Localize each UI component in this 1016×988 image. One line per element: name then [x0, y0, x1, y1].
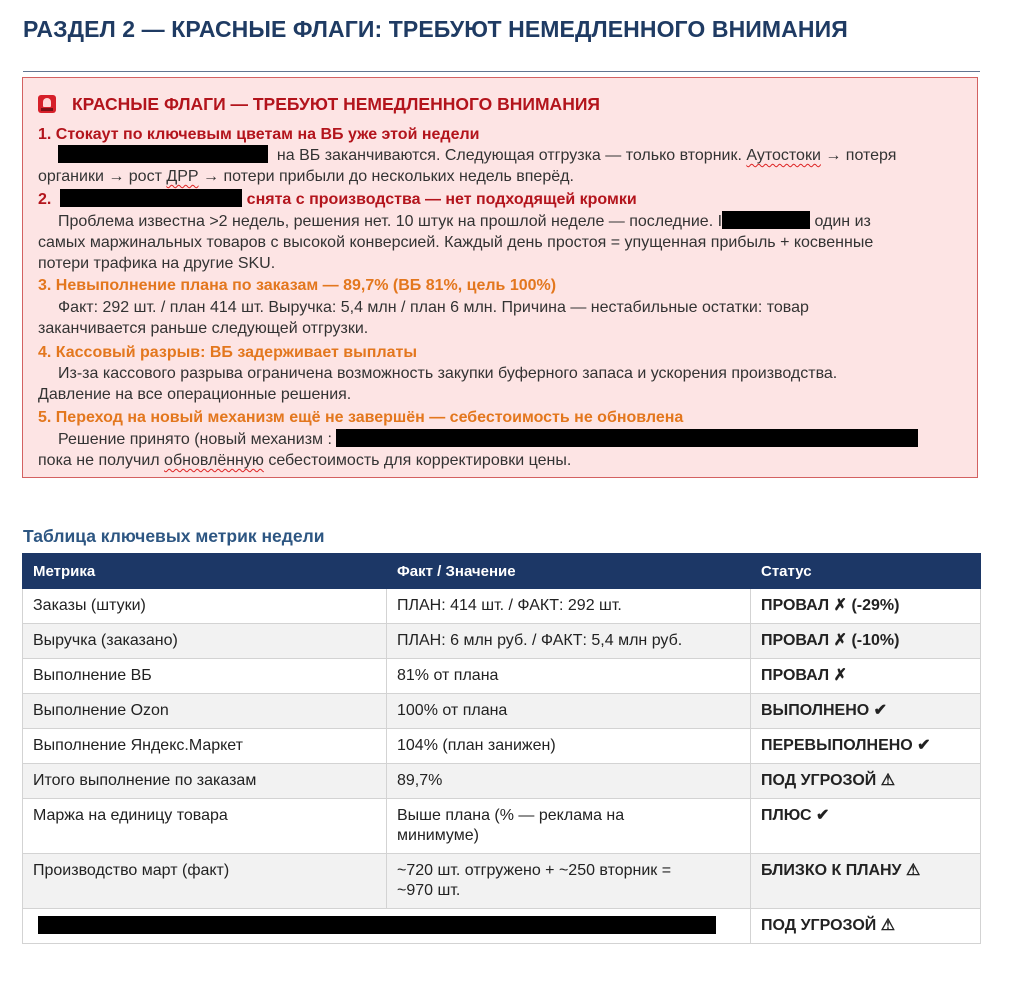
flag-2-heading: 2. снята с производства — нет подходящей кромки	[38, 191, 637, 208]
table-row	[23, 729, 981, 764]
section-divider	[23, 71, 980, 72]
column-header-status: Статус	[751, 554, 981, 589]
flag-5-line-2: пока не получил обновлённую себестоимость для корректировки цены.	[38, 452, 572, 469]
table-row	[23, 764, 981, 799]
flag-5-heading: 5. Переход на новый механизм ещё не завершён — себестоимость не обновлена	[38, 409, 684, 426]
flag-3-line-2: заканчивается раньше следующей отгрузки.	[38, 320, 369, 337]
value-cell: ~720 шт. отгружено + ~250 вторник = ~970 шт.	[387, 854, 751, 909]
metric-cell: Итого выполнение по заказам	[23, 764, 387, 799]
value-cell: 81% от плана	[387, 659, 751, 694]
redacted-block	[38, 916, 716, 934]
status-cell: ПЕРЕВЫПОЛНЕНО ✔	[751, 729, 981, 764]
value-cell: 89,7%	[387, 764, 751, 799]
column-header-metric: Метрика	[23, 554, 387, 589]
metric-cell: Выручка (заказано)	[23, 624, 387, 659]
redacted-block	[336, 429, 918, 447]
value-cell: Выше плана (% — реклама на минимуме)	[387, 799, 751, 854]
status-cell: ПРОВАЛ ✗ (-10%)	[751, 624, 981, 659]
red-flags-title: КРАСНЫЕ ФЛАГИ — ТРЕБУЮТ НЕМЕДЛЕННОГО ВНИМАНИЯ	[72, 93, 600, 114]
table-header-row	[23, 554, 981, 589]
status-cell: ПЛЮС ✔	[751, 799, 981, 854]
flag-3-line-1: Факт: 292 шт. / план 414 шт. Выручка: 5,4 млн / план 6 млн. Причина — нестабильные остатки: товар	[58, 299, 809, 316]
status-cell: ПРОВАЛ ✗	[751, 659, 981, 694]
redacted-block	[722, 211, 810, 229]
metric-cell: Выполнение Ozon	[23, 694, 387, 729]
redacted-cell	[23, 909, 751, 944]
status-cell: ВЫПОЛНЕНО ✔	[751, 694, 981, 729]
status-cell: ПОД УГРОЗОЙ ⚠	[751, 909, 981, 944]
table-row	[23, 589, 981, 624]
column-header-value: Факт / Значение	[387, 554, 751, 589]
value-cell: ПЛАН: 6 млн руб. / ФАКТ: 5,4 млн руб.	[387, 624, 751, 659]
status-cell: БЛИЗКО К ПЛАНУ ⚠	[751, 854, 981, 909]
table-row	[23, 624, 981, 659]
table-row	[23, 659, 981, 694]
redacted-block	[58, 145, 268, 163]
flag-1-heading: 1. Стокаут по ключевым цветам на ВБ уже этой недели	[38, 126, 480, 143]
value-cell: 104% (план занижен)	[387, 729, 751, 764]
metrics-table-title: Таблица ключевых метрик недели	[23, 526, 325, 546]
redacted-block	[60, 189, 242, 207]
flag-2-line-3: потери трафика на другие SKU.	[38, 255, 276, 272]
metric-cell: Выполнение ВБ	[23, 659, 387, 694]
metric-cell: Производство март (факт)	[23, 854, 387, 909]
status-cell: ПОД УГРОЗОЙ ⚠	[751, 764, 981, 799]
flag-5-line-1: Решение принято (новый механизм :	[38, 429, 918, 450]
metric-cell: Маржа на единицу товара	[23, 799, 387, 854]
metric-cell: Выполнение Яндекс.Маркет	[23, 729, 387, 764]
table-row	[23, 909, 981, 944]
status-cell: ПРОВАЛ ✗ (-29%)	[751, 589, 981, 624]
section-title: РАЗДЕЛ 2 — КРАСНЫЕ ФЛАГИ: ТРЕБУЮТ НЕМЕДЛЕННОГО ВНИМАНИЯ	[23, 16, 848, 42]
flag-1-line-1: на ВБ заканчиваются. Следующая отгрузка — только вторник. Аутостоки → потеря	[38, 145, 896, 166]
red-flags-header	[38, 93, 600, 115]
value-cell: 100% от плана	[387, 694, 751, 729]
metric-cell: Заказы (штуки)	[23, 589, 387, 624]
flag-4-line-2: Давление на все операционные решения.	[38, 386, 352, 403]
flag-2-line-1: Проблема известна >2 недель, решения нет. 10 штук на прошлой неделе — последние. I один из	[58, 213, 871, 230]
red-flags-box	[22, 77, 978, 478]
flag-1-line-2: органики → рост ДРР → потери прибыли до нескольких недель вперёд.	[38, 168, 574, 185]
flag-2-line-2: самых маржинальных товаров с высокой конверсией. Каждый день простоя = упущенная прибыль + косвенные	[38, 234, 874, 251]
flag-3-heading: 3. Невыполнение плана по заказам — 89,7% (ВБ 81%, цель 100%)	[38, 277, 557, 294]
value-cell: ПЛАН: 414 шт. / ФАКТ: 292 шт.	[387, 589, 751, 624]
siren-icon	[38, 95, 56, 113]
table-row	[23, 854, 981, 909]
table-row	[23, 694, 981, 729]
metrics-table	[22, 553, 981, 944]
flag-4-heading: 4. Кассовый разрыв: ВБ задерживает выплаты	[38, 344, 418, 361]
flag-4-line-1: Из-за кассового разрыва ограничена возможность закупки буферного запаса и ускорения производства.	[58, 365, 838, 382]
table-row	[23, 799, 981, 854]
